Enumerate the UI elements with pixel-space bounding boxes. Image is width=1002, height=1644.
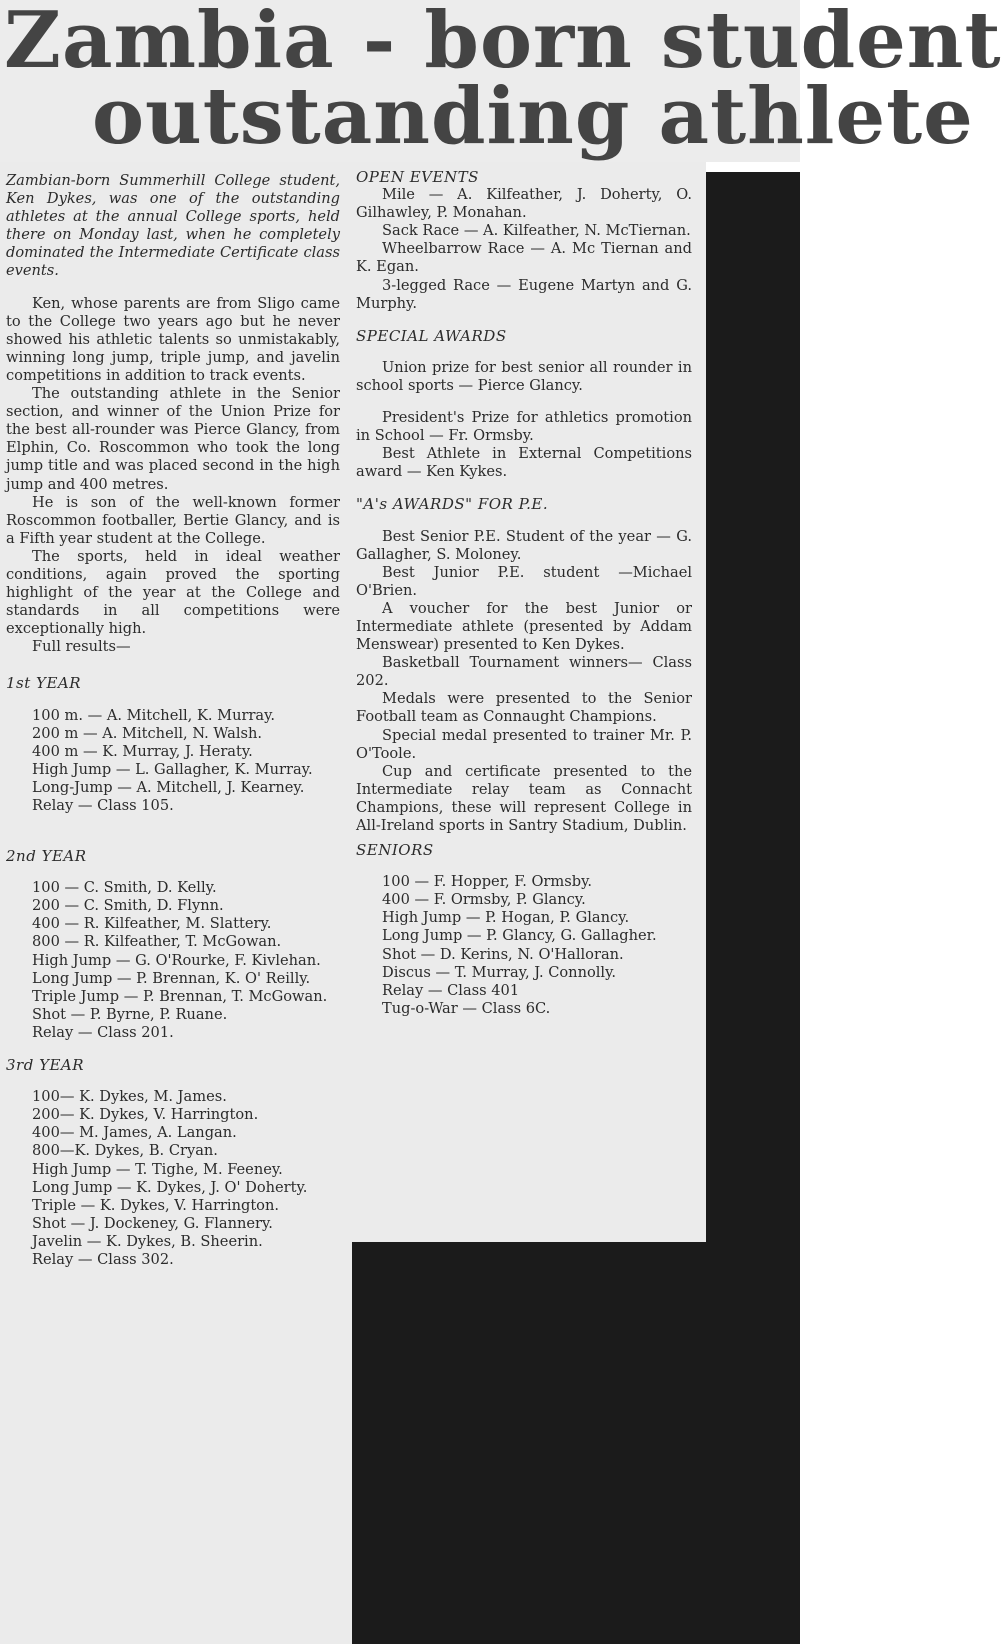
result-line: Relay — Class 201.: [32, 1023, 174, 1041]
headline-line-2: outstanding athlete: [92, 71, 974, 162]
award-paragraph: Best Senior P.E. Student of the year — G. Gallagher, S. Moloney.: [356, 527, 692, 563]
result-line: Relay — Class 302.: [32, 1250, 174, 1268]
result-line: 3-legged Race — Eugene Martyn and G. Murphy.: [356, 276, 692, 312]
award-paragraph: Basketball Tournament winners— Class 202.: [356, 654, 692, 690]
intro-paragraph: He is son of the well-known former Roscommon footballer, Bertie Glancy, and is a Fifth year student at the College.: [6, 493, 340, 547]
result-line: High Jump — P. Hogan, P. Glancy.: [382, 909, 630, 927]
result-line: Wheelbarrow Race — A. Mc Tiernan and K. Egan.: [356, 240, 692, 276]
result-line: 200 m — A. Mitchell, N. Walsh.: [32, 724, 263, 742]
award-paragraph: A voucher for the best Junior or Intermediate athlete (presented by Addam Menswear) presented to Ken Dykes.: [356, 599, 692, 654]
result-line: 100 — C. Smith, D. Kelly.: [32, 879, 217, 897]
result-line: High Jump — T. Tighe, M. Feeney.: [32, 1160, 283, 1178]
result-line: Shot — D. Kerins, N. O'Halloran.: [382, 945, 624, 963]
result-line: 100 m. — A. Mitchell, K. Murray.: [32, 706, 276, 724]
award-paragraph: Best Athlete in External Competitions award — Ken Kykes.: [356, 445, 692, 481]
result-line: High Jump — G. O'Rourke, F. Kivlehan.: [32, 951, 321, 969]
result-line: Triple — K. Dykes, V. Harrington.: [32, 1196, 280, 1214]
award-paragraph: Special medal presented to trainer Mr. P. O'Toole.: [356, 726, 692, 762]
result-line: Long Jump — K. Dykes, J. O' Doherty.: [32, 1178, 308, 1196]
result-line: 100— K. Dykes, M. James.: [32, 1088, 227, 1106]
intro-paragraph: Ken, whose parents are from Sligo came to the College two years ago but he never showed his athletic talents so unmistakably, winning long jump, triple jump, and javelin competitions in addition to track events.: [6, 294, 340, 384]
result-line: 400 — F. Ormsby, P. Glancy.: [382, 891, 586, 909]
result-line: Relay — Class 401: [382, 981, 520, 999]
section-heading-special-awards: SPECIAL AWARDS: [356, 326, 507, 345]
result-line: Long Jump — P. Glancy, G. Gallagher.: [382, 927, 657, 945]
result-line: 200— K. Dykes, V. Harrington.: [32, 1106, 259, 1124]
section-heading-1st-year: 1st YEAR: [6, 674, 82, 693]
headline: [0, 0, 1002, 162]
award-paragraph: Medals were presented to the Senior Football team as Connaught Champions.: [356, 690, 692, 726]
result-line: 400 — R. Kilfeather, M. Slattery.: [32, 915, 272, 933]
result-line: 800—K. Dykes, B. Cryan.: [32, 1142, 218, 1160]
result-line: Long-Jump — A. Mitchell, J. Kearney.: [32, 778, 305, 796]
result-line: 100 — F. Hopper, F. Ormsby.: [382, 873, 593, 891]
award-paragraph: President's Prize for athletics promotion in School — Fr. Ormsby.: [356, 409, 692, 445]
intro-lead: Zambian-born Summerhill College student, Ken Dykes, was one of the outstanding athletes at the annual College sports, held there on Monday last, when he completely dominated the Intermediate Certificate class events.: [6, 172, 340, 280]
award-paragraph: Union prize for best senior all rounder in school sports — Pierce Glancy.: [356, 358, 692, 394]
award-paragraph: Best Junior P.E. student —Michael O'Brien.: [356, 563, 692, 599]
section-heading-seniors: SENIORS: [356, 841, 434, 860]
dark-background-bottom: [352, 1240, 800, 1644]
section-heading-2nd-year: 2nd YEAR: [6, 847, 87, 866]
result-line: 400 m — K. Murray, J. Heraty.: [32, 742, 253, 760]
result-line: Javelin — K. Dykes, B. Sheerin.: [32, 1232, 263, 1250]
section-heading-open-events: OPEN EVENTS: [356, 168, 479, 186]
result-line: 200 — C. Smith, D. Flynn.: [32, 897, 224, 915]
award-paragraph: Cup and certificate presented to the Intermediate relay team as Connacht Champions, these will represent College in All-Ireland sports in Santry Stadium, Dublin.: [356, 762, 692, 834]
result-line: Mile — A. Kilfeather, J. Doherty, O. Gilhawley, P. Monahan.: [356, 186, 692, 222]
result-line: Shot — P. Byrne, P. Ruane.: [32, 1005, 228, 1023]
intro-paragraph: The sports, held in ideal weather conditions, again proved the sporting highlight of the year at the College and standards in all competitions were exceptionally high.: [6, 547, 340, 638]
result-line: Discus — T. Murray, J. Connolly.: [382, 963, 617, 981]
intro-paragraph: The outstanding athlete in the Senior section, and winner of the Union Prize for the best all-rounder was Pierce Glancy, from Elphin, Co. Roscommon who took the long jump title and was placed second in the high jump and 400 metres.: [6, 385, 340, 493]
result-line: Tug-o-War — Class 6C.: [382, 999, 551, 1017]
result-line: Triple Jump — P. Brennan, T. McGowan.: [32, 987, 328, 1005]
section-heading-3rd-year: 3rd YEAR: [6, 1056, 85, 1075]
result-line: 400— M. James, A. Langan.: [32, 1124, 237, 1142]
result-line: High Jump — L. Gallagher, K. Murray.: [32, 760, 313, 778]
right-column: [356, 168, 692, 1018]
result-line: Shot — J. Dockeney, G. Flannery.: [32, 1214, 273, 1232]
result-line: 800 — R. Kilfeather, T. McGowan.: [32, 933, 282, 951]
result-line: Sack Race — A. Kilfeather, N. McTiernan.: [382, 222, 691, 240]
section-heading-pe-awards: "A's AWARDS" FOR P.E.: [356, 495, 549, 514]
result-line: Long Jump — P. Brennan, K. O' Reilly.: [32, 969, 311, 987]
result-line: Relay — Class 105.: [32, 797, 174, 814]
left-column: [6, 172, 340, 1269]
intro-paragraph: Full results—: [32, 638, 131, 656]
headline-line-1: Zambia - born student: [4, 0, 1002, 86]
